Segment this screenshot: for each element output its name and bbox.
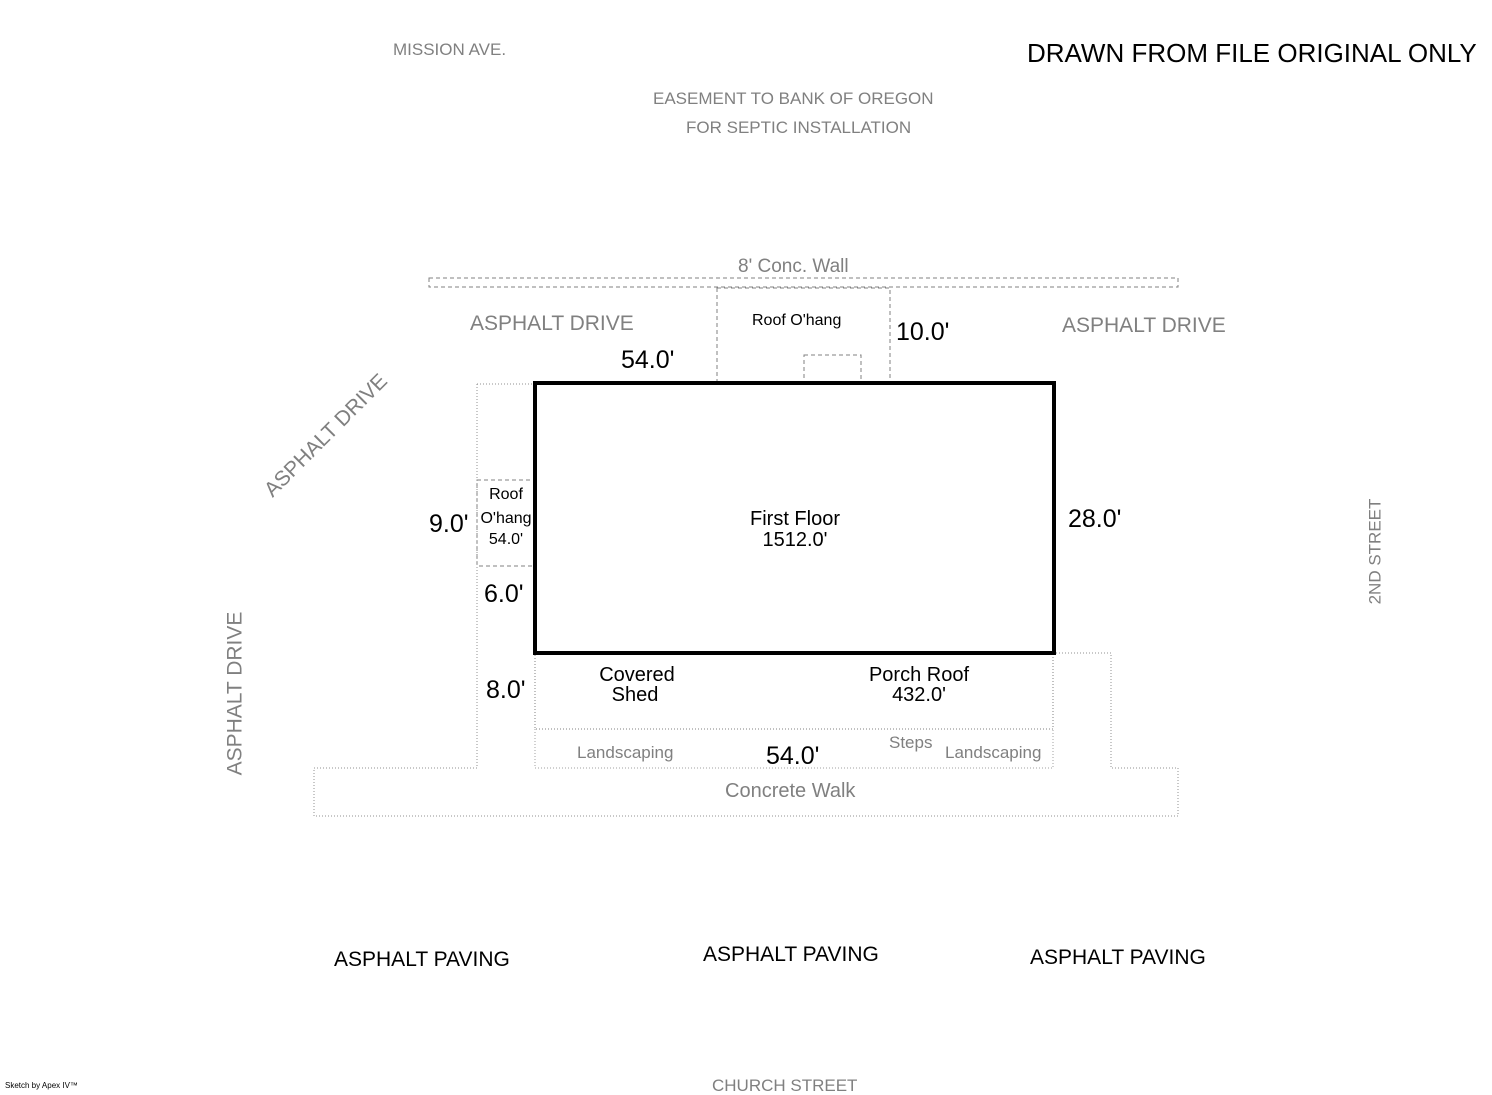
street-mission-ave: MISSION AVE. — [393, 40, 507, 59]
sketch-credit: Sketch by Apex IV™ — [5, 1081, 78, 1090]
roof-ohang-left-value: 54.0' — [488, 531, 524, 548]
porch-roof-value: 432.0' — [892, 684, 946, 706]
easement-line-2: FOR SEPTIC INSTALLATION — [686, 118, 912, 137]
easement-line-1: EASEMENT TO BANK OF OREGON — [653, 89, 934, 108]
street-church: CHURCH STREET — [712, 1076, 858, 1095]
dim-left-lower: 6.0' — [484, 580, 524, 608]
dim-porch-depth: 8.0' — [486, 676, 526, 704]
porch-roof-label: Porch Roof — [868, 664, 970, 686]
dim-left-ohang: 9.0' — [429, 510, 469, 538]
covered-shed-label-2: Shed — [611, 684, 659, 706]
roof-ohang-left-label-2: O'hang — [480, 511, 532, 527]
dim-bottom-length: 54.0' — [766, 742, 820, 770]
roof-ohang-left-label-1: Roof — [489, 486, 523, 503]
roof-ohang-top-inner — [804, 355, 861, 383]
dim-top-length: 54.0' — [621, 346, 675, 374]
covered-shed-label-1: Covered — [599, 664, 675, 686]
concrete-wall-outline — [429, 278, 1178, 287]
first-floor-value: 1512.0' — [762, 529, 828, 551]
drawn-from-file-notice: DRAWN FROM FILE ORIGINAL ONLY — [1027, 40, 1477, 66]
roof-ohang-top-label: Roof O'hang — [752, 312, 842, 329]
asphalt-drive-diagonal: ASPHALT DRIVE — [259, 369, 392, 502]
steps-label: Steps — [889, 733, 933, 752]
asphalt-paving-center: ASPHALT PAVING — [703, 943, 879, 966]
landscaping-left: Landscaping — [577, 743, 674, 762]
first-floor-label: First Floor — [750, 508, 840, 530]
dim-ohang-depth: 10.0' — [896, 318, 950, 346]
asphalt-drive-vertical: ASPHALT DRIVE — [223, 611, 247, 776]
lot-outline — [314, 384, 1178, 816]
asphalt-drive-top-left: ASPHALT DRIVE — [470, 312, 634, 335]
landscaping-right: Landscaping — [945, 743, 1042, 762]
asphalt-paving-left: ASPHALT PAVING — [334, 948, 510, 971]
asphalt-paving-right: ASPHALT PAVING — [1030, 946, 1206, 969]
asphalt-drive-top-right: ASPHALT DRIVE — [1062, 314, 1226, 337]
concrete-walk-label: Concrete Walk — [725, 780, 856, 802]
dim-right-depth: 28.0' — [1068, 505, 1122, 533]
conc-wall-label: 8' Conc. Wall — [738, 256, 849, 277]
street-2nd: 2ND STREET — [1365, 498, 1385, 605]
